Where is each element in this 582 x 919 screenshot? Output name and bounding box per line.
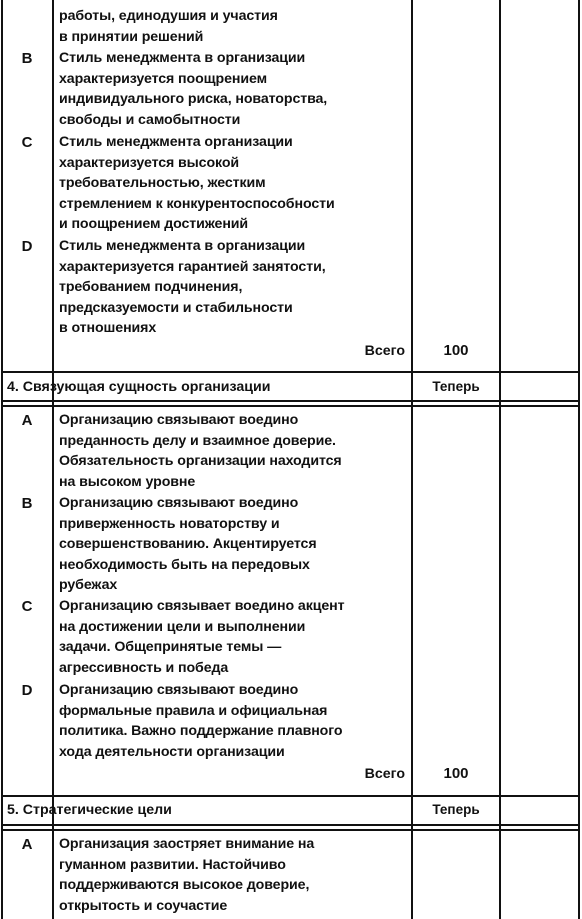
section-title: 4. Связующая сущность организации bbox=[7, 379, 271, 395]
block3-continuation-text bbox=[59, 6, 404, 47]
option-letter-a: A bbox=[21, 412, 33, 429]
block4-option-c-text bbox=[59, 596, 404, 678]
text-line: требовательностью, жестким bbox=[59, 175, 266, 192]
row-separator bbox=[1, 371, 580, 373]
text-line: поддерживаются высокое доверие, bbox=[59, 877, 310, 894]
text-line: и поощрением достижений bbox=[59, 216, 249, 233]
row-separator bbox=[1, 400, 580, 402]
option-letter-b: B bbox=[21, 50, 33, 67]
text-line: индивидуального риска, новаторства, bbox=[59, 91, 328, 108]
option-letter-c: C bbox=[21, 134, 33, 151]
block4-total-value: 100 bbox=[443, 765, 469, 782]
text-line: совершенствованию. Акцентируется bbox=[59, 536, 317, 553]
text-line: преданность делу и взаимное доверие. bbox=[59, 432, 336, 449]
block3-option-d-text bbox=[59, 236, 404, 339]
row-separator bbox=[1, 824, 580, 826]
option-letter-a: A bbox=[21, 836, 33, 853]
block3-total-value: 100 bbox=[443, 342, 469, 359]
text-line: гуманном развитии. Настойчиво bbox=[59, 856, 286, 873]
text-line: необходимость быть на передовых bbox=[59, 556, 310, 573]
table-column-divider-letter bbox=[52, 0, 54, 919]
text-line: хода деятельности организации bbox=[59, 743, 285, 760]
text-line: характеризуется гарантией занятости, bbox=[59, 258, 326, 275]
text-line: характеризуется высокой bbox=[59, 154, 240, 171]
option-letter-c: C bbox=[21, 598, 33, 615]
block4-option-d-text bbox=[59, 680, 404, 762]
text-line: Организацию связывают воедино bbox=[59, 682, 299, 698]
text-line: стремлением к конкурентоспособности bbox=[59, 195, 335, 212]
text-line: агрессивность и победа bbox=[59, 659, 229, 676]
text-line: формальные правила и официальная bbox=[59, 702, 328, 719]
text-line: политика. Важно поддержание плавного bbox=[59, 723, 343, 740]
table-border-right bbox=[578, 0, 580, 919]
column-header-now: Теперь bbox=[432, 802, 480, 817]
text-line: Организацию связывают воедино bbox=[59, 412, 299, 428]
option-letter-d: D bbox=[21, 682, 33, 699]
block4-option-b-text bbox=[59, 493, 404, 596]
block5-option-a-text bbox=[59, 834, 404, 916]
text-line: приверженность новаторству и bbox=[59, 515, 280, 532]
block3-option-c-text bbox=[59, 132, 404, 235]
text-line: Организация заостряет внимание на bbox=[59, 836, 315, 852]
block3-option-b-text bbox=[59, 48, 404, 130]
option-letter-b: B bbox=[21, 495, 33, 512]
text-line: Обязательность организации находится bbox=[59, 453, 342, 470]
table-column-divider-preferred bbox=[499, 0, 501, 919]
text-line: Организацию связывает воедино акцент bbox=[59, 598, 345, 614]
block4-total-label: Всего bbox=[364, 766, 405, 782]
text-line: в отношениях bbox=[59, 320, 157, 337]
text-line: открытость и соучастие bbox=[59, 897, 228, 914]
row-separator bbox=[1, 829, 580, 831]
text-line: рубежах bbox=[59, 577, 118, 594]
text-line: требованием подчинения, bbox=[59, 279, 243, 296]
block3-total-label: Всего bbox=[364, 343, 405, 359]
text-line: предсказуемости и стабильности bbox=[59, 299, 293, 316]
column-header-now: Теперь bbox=[432, 379, 480, 394]
text-line: Организацию связывают воедино bbox=[59, 495, 299, 511]
text-line: в принятии решений bbox=[59, 28, 204, 45]
text-line: на достижении цели и выполнении bbox=[59, 618, 306, 635]
block4-option-a-text bbox=[59, 410, 404, 492]
text-line: задачи. Общепринятые темы — bbox=[59, 639, 282, 656]
text-line: Стиль менеджмента в организации bbox=[59, 238, 306, 254]
text-line: свободы и самобытности bbox=[59, 111, 241, 128]
row-separator bbox=[1, 405, 580, 407]
section-title: 5. Стратегические цели bbox=[7, 802, 172, 818]
text-line: характеризуется поощрением bbox=[59, 70, 267, 87]
row-separator bbox=[1, 795, 580, 797]
text-line: на высоком уровне bbox=[59, 473, 196, 490]
text-line: Стиль менеджмента организации bbox=[59, 134, 293, 150]
text-line: работы, единодушия и участия bbox=[59, 8, 278, 24]
option-letter-d: D bbox=[21, 238, 33, 255]
text-line: Стиль менеджмента в организации bbox=[59, 50, 306, 66]
